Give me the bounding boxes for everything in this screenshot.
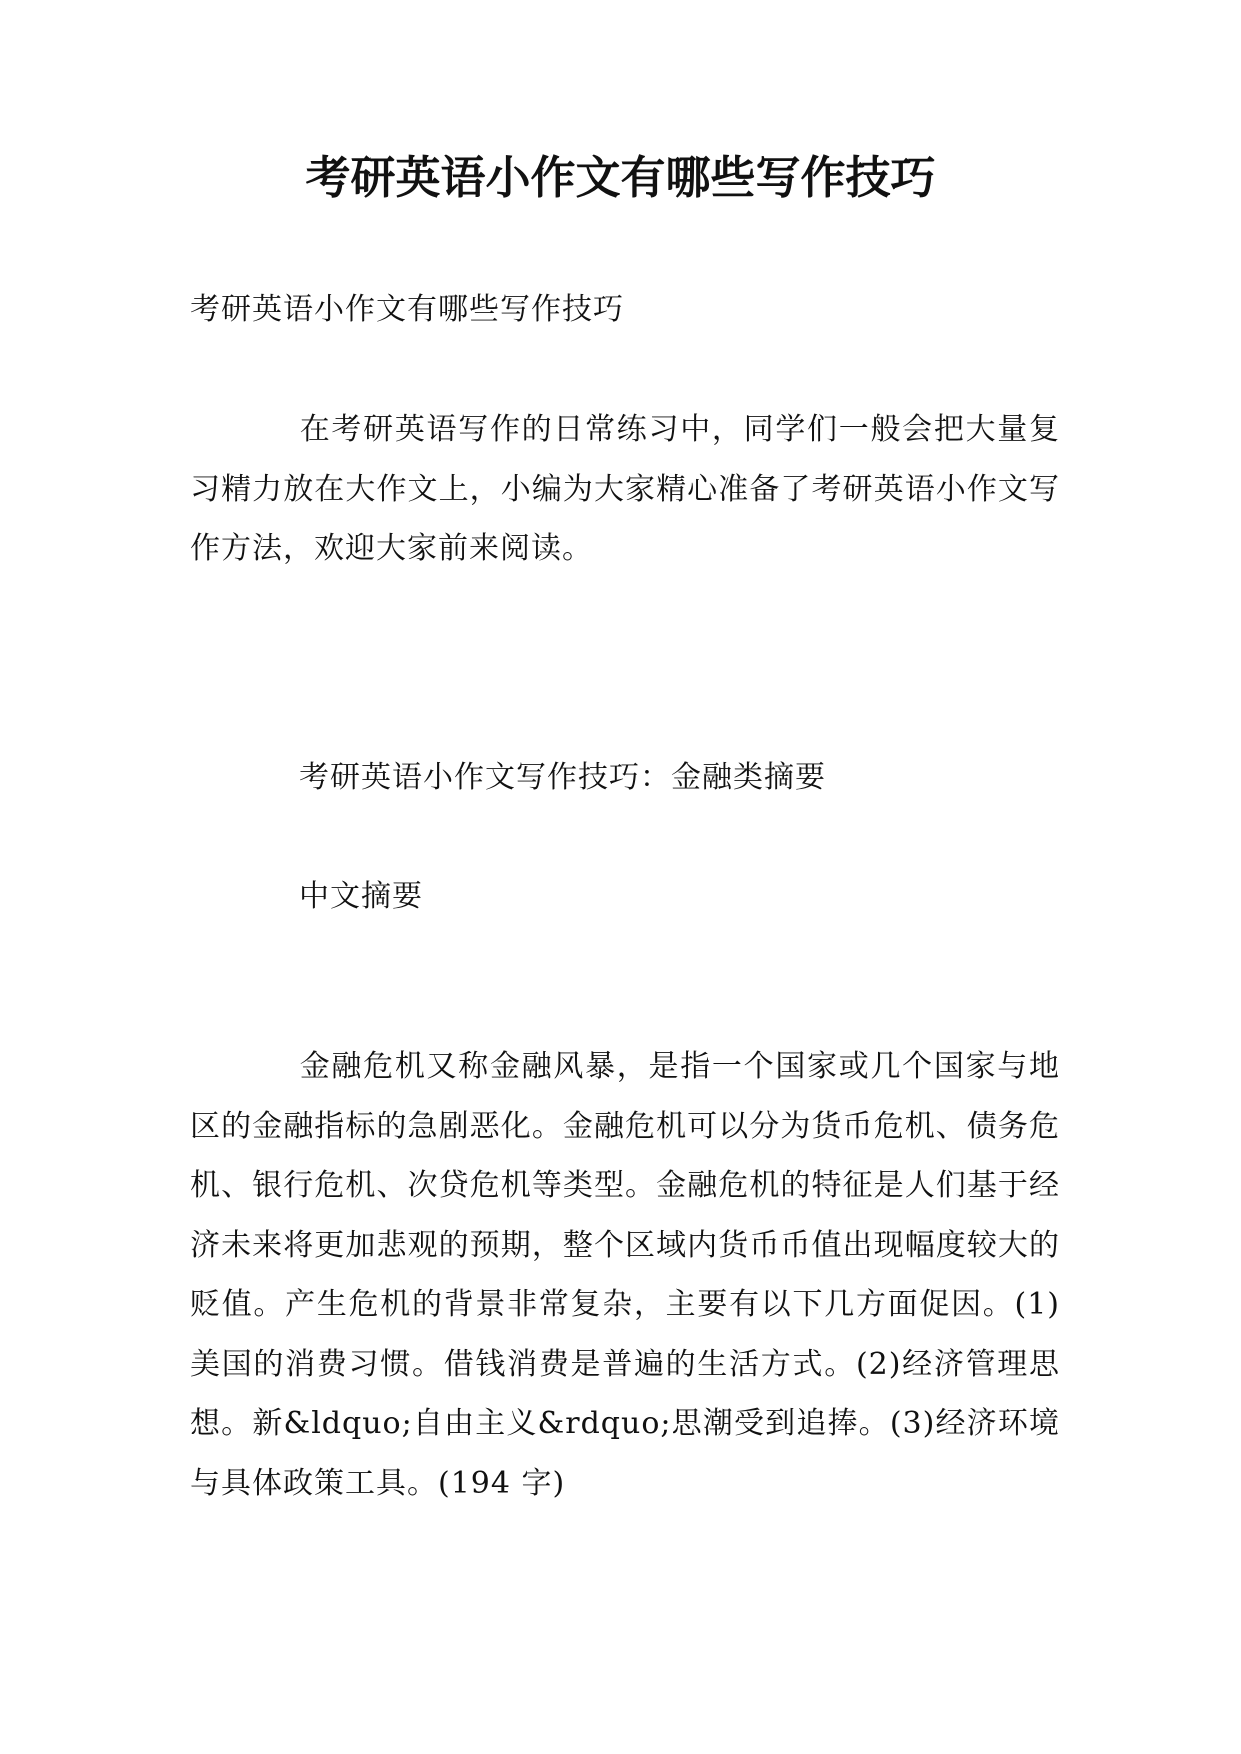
intro-paragraph [190, 400, 1060, 579]
abstract-label: 中文摘要 [299, 879, 423, 914]
abstract-paragraph [190, 1037, 1060, 1513]
document-subtitle: 考研英语小作文有哪些写作技巧 [190, 292, 624, 327]
document-title: 考研英语小作文有哪些写作技巧 [305, 151, 936, 204]
section-heading: 考研英语小作文写作技巧：金融类摘要 [299, 760, 826, 795]
abstract-paragraph-text: 金融危机又称金融风暴，是指一个国家或几个国家与地区的金融指标的急剧恶化。金融危机可以分为货币危机、债务危机、银行危机、次贷危机等类型。金融危机的特征是人们基于经济未来将更加悲观的预期，整个区域内货币币值出现幅度较大的贬值。产生危机的背景非常复杂，主要有以下几方面促因。(1)美国的消费习惯。借钱消费是普遍的生活方式。(2)经济管理思想。新&ldquo;自由主义&rdquo;思潮受到追捧。(3)经济环境与具体政策工具。(194 字) [190, 1049, 1060, 1501]
intro-paragraph-text: 在考研英语写作的日常练习中，同学们一般会把大量复习精力放在大作文上，小编为大家精心准备了考研英语小作文写作方法，欢迎大家前来阅读。 [190, 412, 1060, 566]
